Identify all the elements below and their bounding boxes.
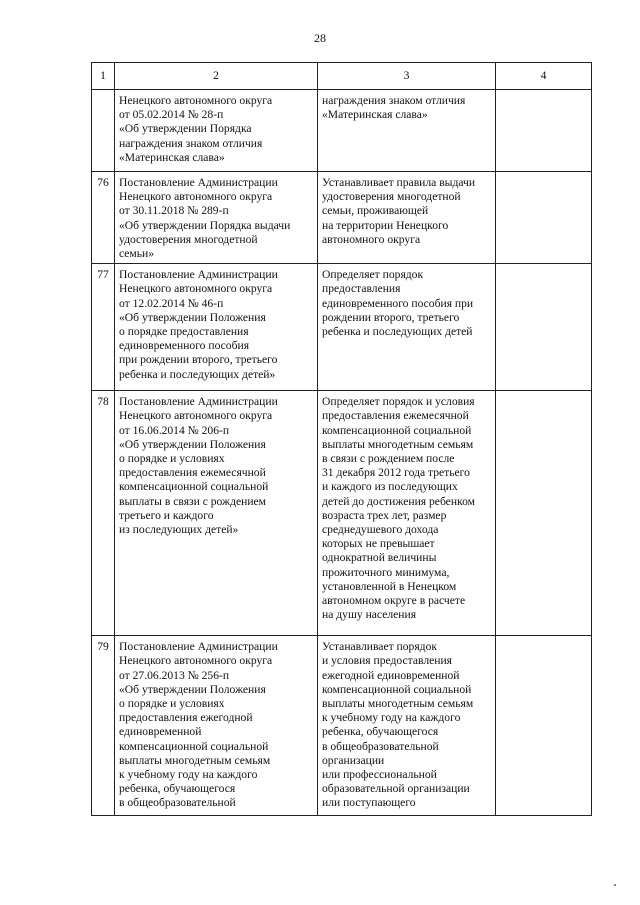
description-cell (318, 90, 496, 172)
document-line: Постановление Администрации (119, 176, 278, 189)
description-cell (318, 636, 496, 816)
legal-acts-table (91, 62, 592, 816)
document-line: Постановление Администрации (119, 268, 278, 282)
description-line: установленной в Ненецком (322, 579, 457, 593)
description-line: возраста трех лет, размер (322, 508, 447, 522)
document-title-cell (115, 172, 318, 264)
document-line: единовременной (119, 725, 202, 739)
document-line: компенсационной социальной (119, 480, 269, 494)
document-line: предоставления ежегодной (119, 711, 253, 725)
description-line: единовременного пособия при (322, 296, 474, 310)
column-header-3: 3 (318, 63, 496, 90)
description-line: выплаты многодетным семьям (322, 697, 474, 711)
description-line: награждения знаком отличия (322, 94, 466, 107)
description-line: или профессиональной (322, 768, 437, 782)
document-line: ребенка, обучающегося (119, 782, 236, 796)
document-line: о порядке предоставления (119, 325, 249, 339)
description-line: семьи, проживающей (322, 204, 429, 218)
document-line: о порядке и условиях (119, 697, 225, 711)
description-line: ребенка, обучающегося (322, 725, 439, 739)
table-row (92, 391, 592, 636)
document-line: предоставления ежемесячной (119, 466, 266, 480)
column-header-4: 4 (496, 63, 592, 90)
document-line: «Материнская слава» (119, 150, 225, 164)
empty-cell (496, 264, 592, 391)
document-title-cell (115, 264, 318, 391)
column-header-2: 2 (115, 63, 318, 90)
document-line: от 30.11.2018 № 289-п (119, 204, 229, 218)
description-line: ребенка и последующих детей (322, 325, 473, 339)
document-line: Ненецкого автономного округа (119, 409, 273, 423)
description-line: к учебному году на каждого (322, 711, 461, 725)
description-line: которых не превышает (322, 537, 435, 551)
description-line: автономного округа (322, 232, 421, 246)
table-row (92, 264, 592, 391)
document-line: к учебному году на каждого (119, 768, 258, 782)
table-row (92, 90, 592, 172)
document-line: из последующих детей» (119, 523, 239, 537)
document-line: «Об утверждении Порядка выдачи (119, 218, 291, 232)
column-header-1: 1 (92, 63, 115, 90)
document-line: единовременного пособия (119, 339, 250, 353)
description-line: предоставления (322, 282, 401, 296)
document-line: о порядке и условиях (119, 452, 225, 466)
description-line: предоставления ежемесячной (322, 409, 469, 423)
description-line: автономном округе в расчете (322, 594, 466, 608)
empty-cell (496, 172, 592, 264)
document-line: Ненецкого автономного округа (119, 94, 273, 107)
document-line: от 05.02.2014 № 28-п (119, 108, 224, 122)
description-line: Устанавливает порядок (322, 640, 438, 654)
empty-cell (496, 391, 592, 636)
table-row (92, 172, 592, 264)
document-title-cell (115, 636, 318, 816)
document-line: ребенка и последующих детей» (119, 367, 276, 381)
document-line: компенсационной социальной (119, 739, 269, 753)
description-line: 31 декабря 2012 года третьего (322, 466, 470, 480)
description-line: компенсационной социальной (322, 423, 472, 437)
document-line: выплаты многодетным семьям (119, 753, 271, 767)
document-line: выплаты в связи с рождением (119, 494, 267, 508)
scan-artifact-dot (614, 884, 616, 886)
description-line: и каждого из последующих (322, 480, 458, 494)
document-line: Постановление Администрации (119, 640, 278, 654)
document-line: Постановление Администрации (119, 395, 278, 409)
description-line: или поступающего (322, 796, 416, 810)
description-line: компенсационной социальной (322, 682, 472, 696)
document-line: «Об утверждении Порядка (119, 122, 252, 136)
row-number (92, 90, 115, 172)
document-title-cell (115, 391, 318, 636)
row-number: 76 (92, 172, 115, 264)
document-line: удостоверения многодетной (119, 232, 258, 246)
table-row (92, 636, 592, 816)
document-line: Ненецкого автономного округа (119, 654, 273, 668)
description-line: образовательной организации (322, 782, 470, 796)
document-line: от 16.06.2014 № 206-п (119, 423, 230, 437)
description-line: Определяет порядок и условия (322, 395, 475, 409)
description-line: рождении второго, третьего (322, 310, 460, 324)
document-line: семьи» (119, 247, 155, 261)
document-line: при рождении второго, третьего (119, 353, 278, 367)
description-line: в общеобразовательной (322, 739, 439, 753)
row-number: 77 (92, 264, 115, 391)
empty-cell (496, 90, 592, 172)
description-line: на территории Ненецкого (322, 218, 449, 232)
description-line: прожиточного минимума, (322, 565, 450, 579)
description-line: организации (322, 753, 385, 767)
page-number: 28 (314, 31, 326, 45)
description-line: и условия предоставления (322, 654, 453, 668)
table-header-row (92, 63, 592, 90)
description-line: ежегодной единовременной (322, 668, 460, 682)
document-line: награждения знаком отличия (119, 136, 263, 150)
document-title-cell (115, 90, 318, 172)
description-line: выплаты многодетным семьям (322, 437, 474, 451)
document-line: «Об утверждении Положения (119, 437, 266, 451)
document-line: от 12.02.2014 № 46-п (119, 296, 224, 310)
document-line: третьего и каждого (119, 508, 214, 522)
description-line: однократной величины (322, 551, 437, 565)
description-line: «Материнская слава» (322, 108, 428, 122)
row-number: 78 (92, 391, 115, 636)
empty-cell (496, 636, 592, 816)
description-line: детей до достижения ребенком (322, 494, 475, 508)
document-line: от 27.06.2013 № 256-п (119, 668, 230, 682)
description-line: среднедушевого дохода (322, 523, 439, 537)
document-line: Ненецкого автономного округа (119, 282, 273, 296)
description-line: Определяет порядок (322, 268, 424, 282)
document-line: Ненецкого автономного округа (119, 190, 273, 204)
description-cell (318, 391, 496, 636)
description-line: Устанавливает правила выдачи (322, 176, 476, 189)
row-number: 79 (92, 636, 115, 816)
description-line: на душу населения (322, 608, 417, 622)
document-line: «Об утверждении Положения (119, 682, 266, 696)
description-line: удостоверения многодетной (322, 190, 461, 204)
document-line: в общеобразовательной (119, 796, 236, 810)
description-cell (318, 264, 496, 391)
description-cell (318, 172, 496, 264)
description-line: в связи с рождением после (322, 452, 455, 466)
document-line: «Об утверждении Положения (119, 310, 266, 324)
